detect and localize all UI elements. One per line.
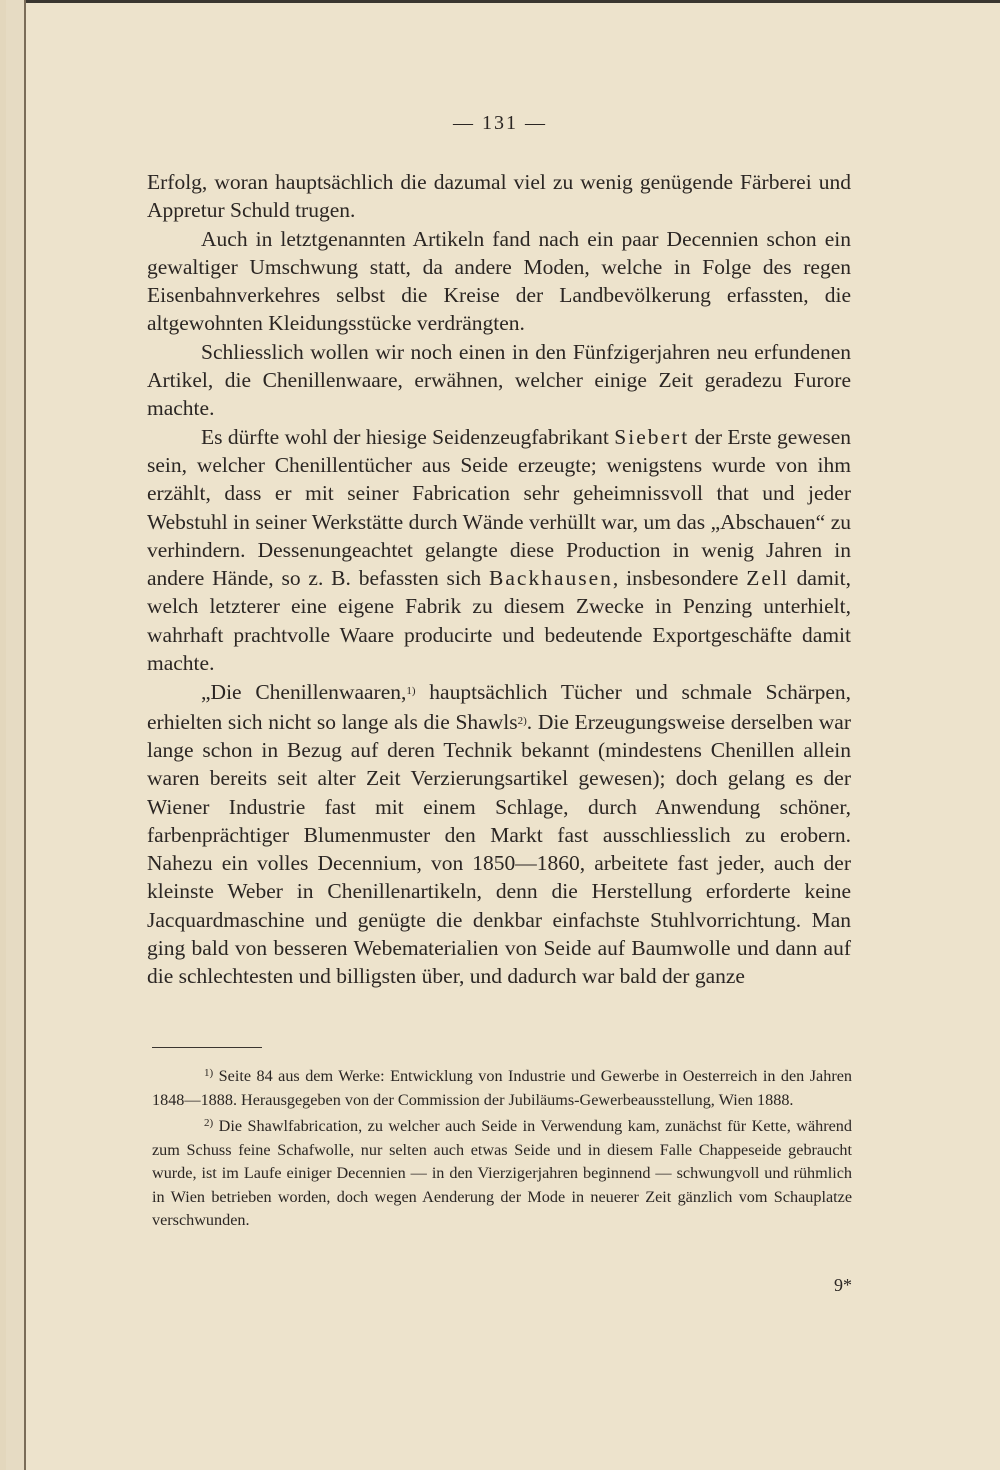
page-number: — 131 — (453, 112, 547, 134)
paragraph-4-text-d: damit, welch letzterer eine eigene Fabrik zu diesem Zwecke in Penzing unterhielt, wahrhaft prachtvolle Waare producirte und bedeutende Exportgeschäfte damit machte. (147, 566, 852, 676)
binding-shadow (6, 0, 24, 1470)
body-text (147, 168, 851, 991)
footnote-2-text: Die Shawlfabrication, zu welcher auch Seide in Verwendung kam, zunächst für Kette, während zum Schuss feine Schafwolle, nur selten auch etwas Seide und in diesem Falle Chappeseide gebraucht wurde, ist im Laufe einiger Decennien — in den Vierzigerjahren beginnend — schwungvoll und rühmlich in Wien betrieben worden, doch wegen Aenderung der Mode in neuerer Zeit gänzlich vom Schauplatze verschwunden. (152, 1117, 852, 1229)
footnotes (152, 1062, 852, 1233)
paragraph-4-text-c: , insbesondere (612, 566, 747, 591)
paragraph-1: Erfolg, woran hauptsächlich die dazumal viel zu wenig genügende Färberei und Appretur Schuld trugen. (147, 170, 851, 223)
name-siebert: Siebert (614, 424, 690, 449)
footnote-2-marker: 2) (204, 1117, 214, 1129)
paragraph-4-text-a: Es dürfte wohl der hiesige Seidenzeugfabrikant (201, 424, 615, 449)
paragraph-5-text-c: . Die Erzeugungsweise derselben war lange schon in Bezug auf deren Technik bekannt (mindestens Chenillen allein waren bereits seit alter Zeit Verzierungsartikel gewesen); doch gelang es der Wiener Industrie fast mit einem Schlage, durch Anwendung schöner, farbenprächtiger Blumenmuster den Markt fast ausschliesslich zu erobern. Nahezu ein volles Decennium, von 1850—1860, arbeitete fast jeder, auch der kleinste Weber in Chenillenartikeln, denn die Herstellung erforderte keine Jacquardmaschine und genügte die denkbar einfachste Stuhlvorrichtung. Man ging bald von besseren Webematerialien von Seide auf Baumwolle und dann auf die schlechtesten und billigsten über, und dadurch war bald der ganze (147, 709, 851, 989)
paragraph-5 (147, 677, 851, 990)
binding-rule (24, 0, 26, 1470)
paragraph-3: Schliesslich wollen wir noch einen in den Fünfzigerjahren neu erfundenen Artikel, die Chenillenwaare, erwähnen, welcher einige Zeit geradezu Furore machte. (147, 339, 851, 421)
footnote-ref-1: 1) (406, 685, 416, 698)
signature-mark: 9* (834, 1275, 852, 1295)
paragraph-5-text-a: „Die Chenillenwaaren, (201, 680, 407, 705)
paragraph-4-text-b: der Erste gewesen sein, welcher Chenillentücher aus Seide erzeugte; wenigstens wurde von ihm erzählt, dass er mit seiner Fabrication sehr geheimnissvoll that und jeder Webstuhl in seiner Werkstätte durch Wände verhüllt war, um das „Abschauen“ zu verhindern. Dessenungeachtet gelangte diese Production in wenig Jahren in andere Hände, so z. B. befassten sich (147, 424, 852, 591)
footnote-rule (152, 1047, 262, 1048)
paragraph-4 (147, 423, 851, 678)
name-backhausen: Backhausen (489, 566, 613, 591)
paragraph-2: Auch in letztgenannten Artikeln fand nach ein paar Decennien schon ein gewaltiger Umschwung statt, da andere Moden, welche in Folge des regen Eisenbahnverkehres selbst die Kreise der Landbevölkerung erfassten, die altgewohnten Kleidungsstücke verdrängten. (147, 226, 851, 336)
footnote-1-text: Seite 84 aus dem Werke: Entwicklung von Industrie und Gewerbe in Oesterreich in den Jahren 1848—1888. Herausgegeben von der Commission der Jubiläums-Gewerbeausstellung, Wien 1888. (152, 1067, 852, 1109)
footnote-ref-2: 2) (517, 714, 527, 727)
page-top-edge (0, 0, 1000, 3)
footnote-1-marker: 1) (204, 1067, 214, 1079)
paragraph-5-text-b: hauptsächlich Tücher und schmale Schärpen, erhielten sich nicht so lange als die Shawls (147, 680, 852, 734)
footnote-2 (152, 1112, 852, 1233)
footnote-1 (152, 1062, 852, 1112)
name-zell: Zell (746, 566, 789, 591)
